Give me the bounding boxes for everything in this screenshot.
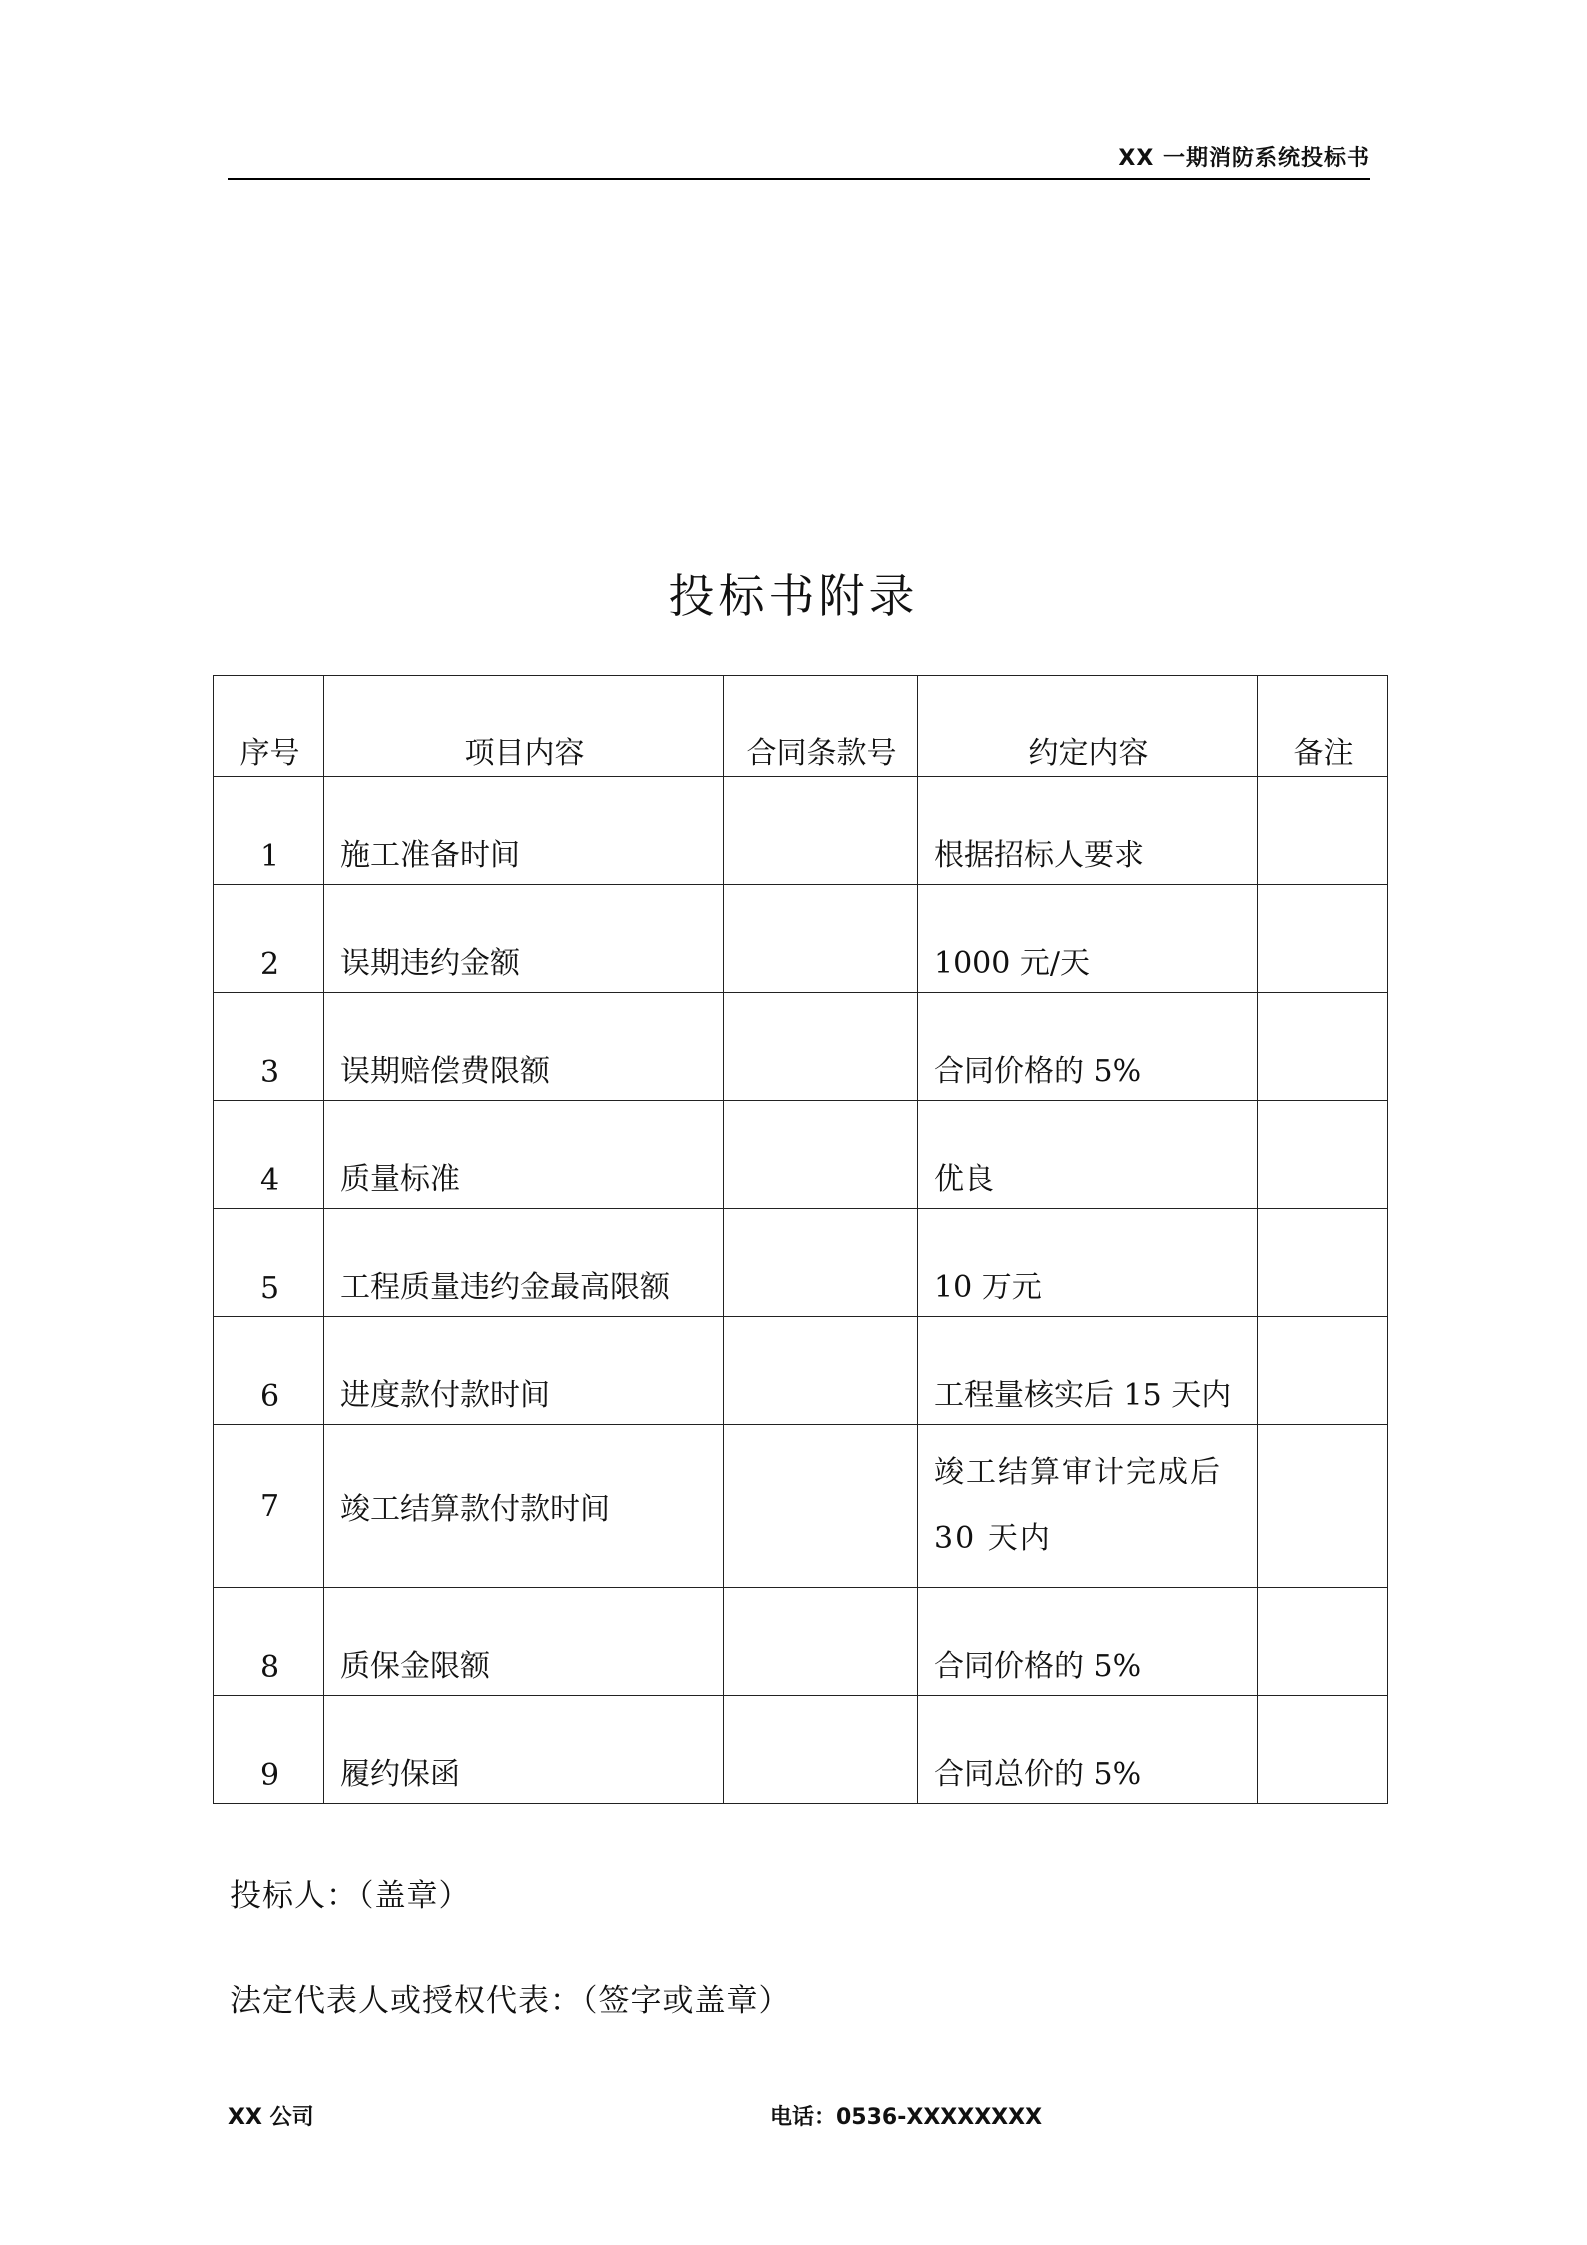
row-item: 施工准备时间 <box>324 777 724 885</box>
row-remark <box>1258 1209 1388 1317</box>
row-item: 误期赔偿费限额 <box>324 993 724 1101</box>
column-header-content: 约定内容 <box>918 676 1258 777</box>
page-header <box>228 138 1370 180</box>
row-content-line: 竣工结算审计完成后 <box>934 1455 1222 1490</box>
document-title: 投标书附录 <box>668 569 919 623</box>
row-number: 8 <box>214 1588 324 1696</box>
table-row <box>214 1317 1388 1425</box>
row-number: 2 <box>214 885 324 993</box>
table-row <box>214 1696 1388 1804</box>
row-remark <box>1258 1696 1388 1804</box>
table-row <box>214 1425 1388 1588</box>
column-header-clause: 合同条款号 <box>724 676 918 777</box>
row-item: 误期违约金额 <box>324 885 724 993</box>
row-content <box>918 1425 1258 1588</box>
row-number: 6 <box>214 1317 324 1425</box>
row-remark <box>1258 1425 1388 1588</box>
row-remark <box>1258 885 1388 993</box>
footer-phone: 电话：0536-XXXXXXXX <box>770 2105 1043 2130</box>
row-content: 合同价格的 5% <box>918 1588 1258 1696</box>
column-header-no: 序号 <box>214 676 324 777</box>
row-content: 合同总价的 5% <box>918 1696 1258 1804</box>
row-clause <box>724 1101 918 1209</box>
row-number: 1 <box>214 777 324 885</box>
representative-signature-line: 法定代表人或授权代表：（签字或盖章） <box>230 1983 791 2019</box>
row-clause <box>724 1317 918 1425</box>
running-title: XX 一期消防系统投标书 <box>1118 146 1370 171</box>
row-item: 竣工结算款付款时间 <box>324 1425 724 1588</box>
row-content: 10 万元 <box>918 1209 1258 1317</box>
row-number: 9 <box>214 1696 324 1804</box>
row-number: 7 <box>214 1425 324 1588</box>
row-clause <box>724 993 918 1101</box>
row-item: 进度款付款时间 <box>324 1317 724 1425</box>
table-row <box>214 993 1388 1101</box>
row-clause <box>724 1696 918 1804</box>
row-number: 5 <box>214 1209 324 1317</box>
row-number: 4 <box>214 1101 324 1209</box>
bidder-seal-line: 投标人：（盖章） <box>230 1878 471 1914</box>
column-header-item: 项目内容 <box>324 676 724 777</box>
row-remark <box>1258 993 1388 1101</box>
row-clause <box>724 885 918 993</box>
row-content: 工程量核实后 15 天内 <box>918 1317 1258 1425</box>
row-item: 工程质量违约金最高限额 <box>324 1209 724 1317</box>
table-row <box>214 777 1388 885</box>
table-row <box>214 1588 1388 1696</box>
footer-company: XX 公司 <box>228 2105 314 2130</box>
table-row <box>214 1101 1388 1209</box>
row-remark <box>1258 1317 1388 1425</box>
appendix-table <box>213 675 1388 1804</box>
table-row <box>214 1209 1388 1317</box>
row-clause <box>724 1425 918 1588</box>
row-clause <box>724 1209 918 1317</box>
row-clause <box>724 1588 918 1696</box>
row-content: 根据招标人要求 <box>918 777 1258 885</box>
column-header-remark: 备注 <box>1258 676 1388 777</box>
row-number: 3 <box>214 993 324 1101</box>
row-content: 优良 <box>918 1101 1258 1209</box>
row-clause <box>724 777 918 885</box>
table-header-row <box>214 676 1388 777</box>
row-remark <box>1258 1101 1388 1209</box>
row-item: 质量标准 <box>324 1101 724 1209</box>
row-content: 合同价格的 5% <box>918 993 1258 1101</box>
row-item: 质保金限额 <box>324 1588 724 1696</box>
row-remark <box>1258 1588 1388 1696</box>
row-content-line: 30 天内 <box>934 1521 1052 1556</box>
row-item: 履约保函 <box>324 1696 724 1804</box>
row-remark <box>1258 777 1388 885</box>
row-content: 1000 元/天 <box>918 885 1258 993</box>
table-row <box>214 885 1388 993</box>
